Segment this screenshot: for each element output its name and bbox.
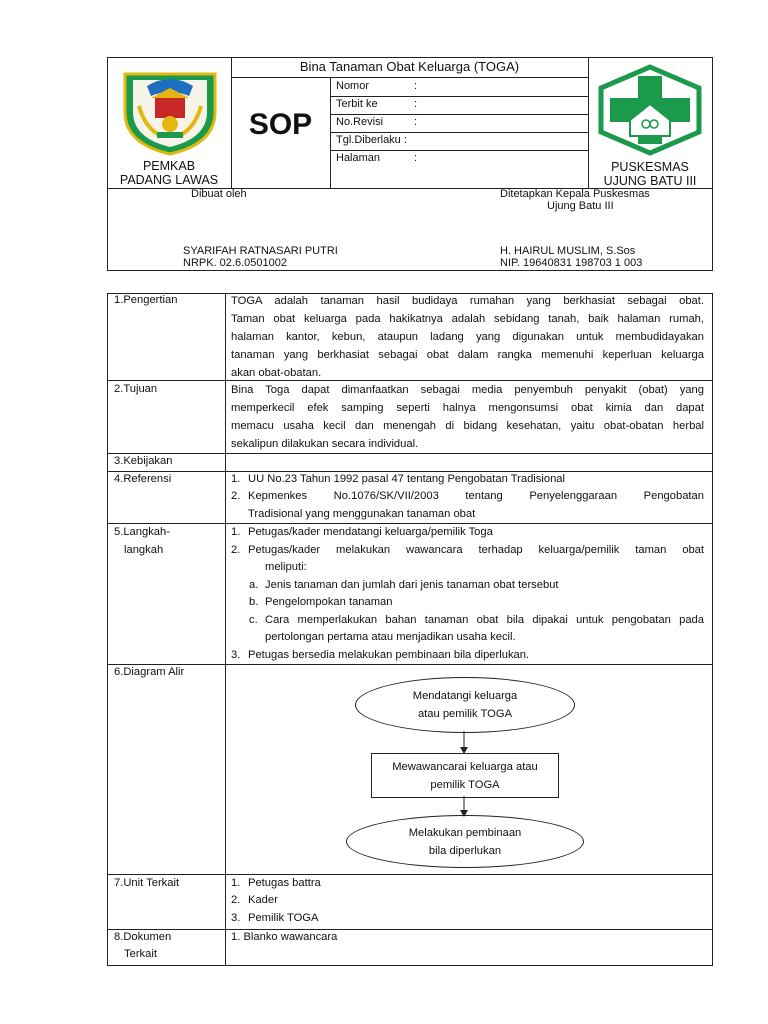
tujuan-line: memperkecil efek samping seperti halnya mengonsumsi obat kimia dan dapat <box>231 402 704 414</box>
label-referensi: 4.Referensi <box>114 473 172 485</box>
field-revisi-label: No.Revisi <box>336 116 384 128</box>
langkah-num: 2. <box>231 544 241 556</box>
unit-item: Petugas battra <box>248 877 321 889</box>
flow-node-text: atau pemilik TOGA <box>417 708 513 720</box>
pemkab-padang-lawas-logo <box>117 66 223 156</box>
pengertian-line: akan obat-obatan. <box>231 367 322 379</box>
puskesmas-logo <box>596 64 704 156</box>
flow-node-pembinaan <box>346 815 584 868</box>
langkah-item: Petugas/kader melakukan wawancara terhadap keluarga/pemilik taman obat <box>248 544 704 556</box>
ditetapkan-line2: Ujung Batu III <box>547 200 614 212</box>
left-org-line2: PADANG LAWAS <box>119 173 219 187</box>
langkah-item: Cara memperlakukan bahan tanaman obat bila dipakai untuk pengobatan pada <box>265 614 704 626</box>
sop-label: SOP <box>248 108 313 141</box>
right-org-line2: UJUNG BATU III <box>603 174 697 188</box>
langkah-num: c. <box>249 614 258 626</box>
referensi-item: UU No.23 Tahun 1992 pasal 47 tentang Pengobatan Tradisional <box>248 473 566 485</box>
label-kebijakan: 3.Kebijakan <box>114 455 173 467</box>
field-terbit-label: Terbit ke <box>336 98 378 110</box>
referensi-line: Kepmenkes No.1076/SK/VII/2003 tentang Penyelenggaraan Pengobatan <box>248 490 704 502</box>
label-dokumen-1: 8.Dokumen <box>114 931 172 943</box>
flow-node-text: Mewawancarai keluarga atau <box>392 760 538 773</box>
field-nomor-label: Nomor <box>336 80 370 92</box>
sop-title: Bina Tanaman Obat Keluarga (TOGA) <box>299 59 520 74</box>
pengertian-line: tanaman yang berkhasiat sebagai obat dalam rangka memenuhi keperluan keluarga <box>231 349 704 361</box>
langkah-item: Petugas bersedia melakukan pembinaan bila diperlukan. <box>248 649 530 661</box>
langkah-num: b. <box>249 596 259 608</box>
tujuan-line: sekalipun dilakukan secara individual. <box>231 438 419 450</box>
dokumen-item: 1. Blanko wawancara <box>231 931 338 943</box>
label-dokumen-2: Terkait <box>124 948 157 960</box>
field-nomor-colon: : <box>414 80 418 92</box>
pengertian-line: halaman kantor, kebun, ataupun ladang yang digunakan untuk membudidayakan <box>231 331 704 343</box>
field-halaman-colon: : <box>414 152 418 164</box>
pengertian-line: TOGA adalah tanaman hasil budidaya rumahan yang berkhasiat sebagai obat. <box>231 295 704 307</box>
langkah-item-cont: meliputi: <box>265 561 307 573</box>
referensi-item <box>248 487 704 523</box>
approver-id: NIP. 19640831 198703 1 003 <box>500 257 643 269</box>
label-unit: 7.Unit Terkait <box>114 877 180 889</box>
unit-item: Pemilik TOGA <box>248 912 319 924</box>
referensi-num: 2. <box>231 490 241 502</box>
ditetapkan-line1: Ditetapkan Kepala Puskesmas <box>500 188 650 200</box>
flow-node-text: Melakukan pembinaan <box>408 826 522 839</box>
flow-arrow-1 <box>458 731 470 755</box>
unit-num: 3. <box>231 912 241 924</box>
langkah-item-cont: pertolongan pertama atau menjadikan usaha kecil. <box>265 631 516 643</box>
langkah-num: a. <box>249 579 259 591</box>
label-pengertian: 1.Pengertian <box>114 294 178 306</box>
left-org-line1: PEMKAB <box>142 159 196 173</box>
field-halaman-label: Halaman <box>336 152 381 164</box>
maker-id: NRPK. 02.6.0501002 <box>183 257 287 269</box>
unit-num: 2. <box>231 894 241 906</box>
field-revisi-colon: : <box>414 116 418 128</box>
unit-num: 1. <box>231 877 241 889</box>
unit-item: Kader <box>248 894 278 906</box>
approver-name: H. HAIRUL MUSLIM, S.Sos <box>500 245 636 257</box>
langkah-item: Pengelompokan tanaman <box>265 596 393 608</box>
langkah-num: 3. <box>231 649 241 661</box>
langkah-item: Jenis tanaman dan jumlah dari jenis tanaman obat tersebut <box>265 579 559 591</box>
referensi-num: 1. <box>231 473 241 485</box>
flow-node-text: bila diperlukan <box>428 844 502 857</box>
pengertian-line: Taman obat keluarga pada hakikatnya adalah sebidang tanah, baik halaman rumah, <box>231 313 704 325</box>
flow-node-text: Mendatangi keluarga <box>412 690 518 702</box>
label-langkah-1: 5.Langkah- <box>114 526 170 538</box>
maker-name: SYARIFAH RATNASARI PUTRI <box>183 245 338 257</box>
label-tujuan: 2.Tujuan <box>114 383 158 395</box>
flow-node-mendatangi <box>355 677 575 733</box>
right-org-line1: PUSKESMAS <box>611 160 689 174</box>
tujuan-line: memacu usaha kecil dan menengah di bidang kesehatan, yaitu obat-obatan herbal <box>231 420 704 432</box>
field-diberlaku-label: Tgl.Diberlaku : <box>336 134 407 146</box>
label-langkah-2: langkah <box>124 544 164 556</box>
referensi-line: Tradisional yang menggunakan tanaman obat <box>248 508 476 520</box>
tujuan-text <box>231 381 704 453</box>
flow-node-mewawancarai <box>371 753 559 798</box>
langkah-item: Petugas/kader mendatangi keluarga/pemilik Toga <box>248 526 493 538</box>
dibuat-oleh: Dibuat oleh <box>191 188 247 200</box>
tujuan-line: Bina Toga dapat dimanfaatkan sebagai media penyembuh penyakit (obat) yang <box>231 384 704 396</box>
langkah-num: 1. <box>231 526 241 538</box>
flow-node-text: pemilik TOGA <box>430 778 500 791</box>
field-terbit-colon: : <box>414 98 418 110</box>
label-diagram: 6.Diagram Alir <box>114 666 185 678</box>
pengertian-text <box>231 292 704 382</box>
